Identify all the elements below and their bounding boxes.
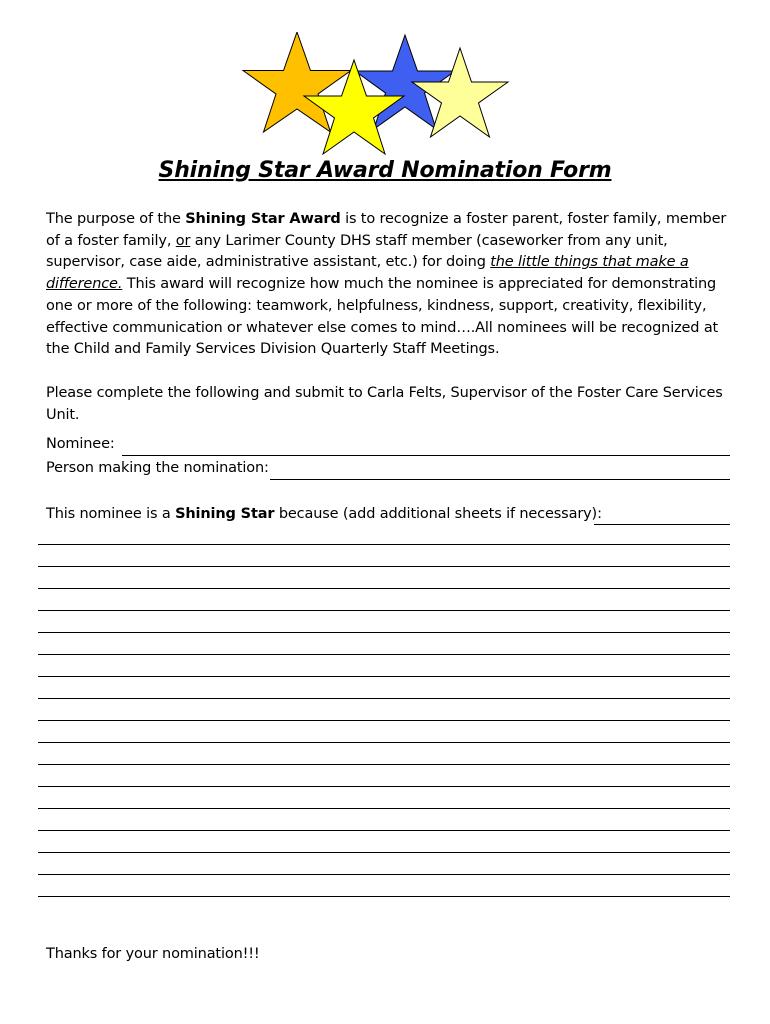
writing-line[interactable] bbox=[38, 786, 730, 787]
writing-line[interactable] bbox=[38, 742, 730, 743]
nominator-field[interactable] bbox=[270, 479, 730, 480]
purpose-emphasis: the little things that make a difference. bbox=[46, 254, 689, 293]
reason-prompt bbox=[46, 504, 602, 524]
writing-line[interactable] bbox=[38, 830, 730, 831]
thanks-note: Thanks for your nomination!!! bbox=[46, 946, 260, 962]
writing-line[interactable] bbox=[38, 764, 730, 765]
reason-star: Shining Star bbox=[175, 506, 275, 522]
stars-logo bbox=[240, 32, 525, 157]
purpose-or: or bbox=[175, 232, 191, 249]
writing-line[interactable] bbox=[38, 698, 730, 699]
writing-line[interactable] bbox=[38, 610, 730, 611]
writing-line[interactable] bbox=[38, 544, 730, 545]
purpose-text-5: any Larimer County DHS staff member (caseworker from any unit, supervisor, case aide, administrative assistant, etc.) for doing bbox=[46, 232, 668, 271]
purpose-text-7: This award will recognize how much the nominee is appreciated for demonstrating one or more of the following: teamwork, helpfulness, kindness, support, creativity, flexibility, effective communication or whatever else comes to mind….All nominees will be recognized at the Child and Family Services Division Quarterly Staff Meetings. bbox=[46, 276, 719, 358]
pale-yellow-star-icon bbox=[412, 48, 508, 137]
writing-line[interactable] bbox=[38, 632, 730, 633]
nominator-label: Person making the nomination: bbox=[46, 460, 269, 476]
purpose-paragraph bbox=[46, 209, 736, 361]
reason-writing-area[interactable] bbox=[38, 544, 730, 918]
writing-line[interactable] bbox=[38, 654, 730, 655]
writing-line[interactable] bbox=[38, 566, 730, 567]
award-name: Shining Star Award bbox=[185, 211, 341, 227]
nominee-field[interactable] bbox=[122, 455, 730, 456]
writing-line[interactable] bbox=[38, 720, 730, 721]
purpose-text-3: is to recognize a foster parent, foster family, member of a foster family, bbox=[46, 211, 727, 249]
nominee-label: Nominee: bbox=[46, 436, 115, 452]
reason-first-line[interactable] bbox=[594, 524, 730, 525]
reason-text-3: because (add additional sheets if necessary): bbox=[274, 506, 602, 522]
purpose-text-1: The purpose of the bbox=[46, 211, 186, 227]
writing-line[interactable] bbox=[38, 874, 730, 875]
page-title: Shining Star Award Nomination Form bbox=[158, 158, 612, 183]
writing-line[interactable] bbox=[38, 808, 730, 809]
writing-line[interactable] bbox=[38, 588, 730, 589]
writing-line[interactable] bbox=[38, 676, 730, 677]
reason-text-1: This nominee is a bbox=[46, 506, 176, 522]
instructions-paragraph: Please complete the following and submit to Carla Felts, Supervisor of the Foster Care Services Unit. bbox=[46, 385, 723, 423]
writing-line[interactable] bbox=[38, 852, 730, 853]
writing-line[interactable] bbox=[38, 896, 730, 897]
